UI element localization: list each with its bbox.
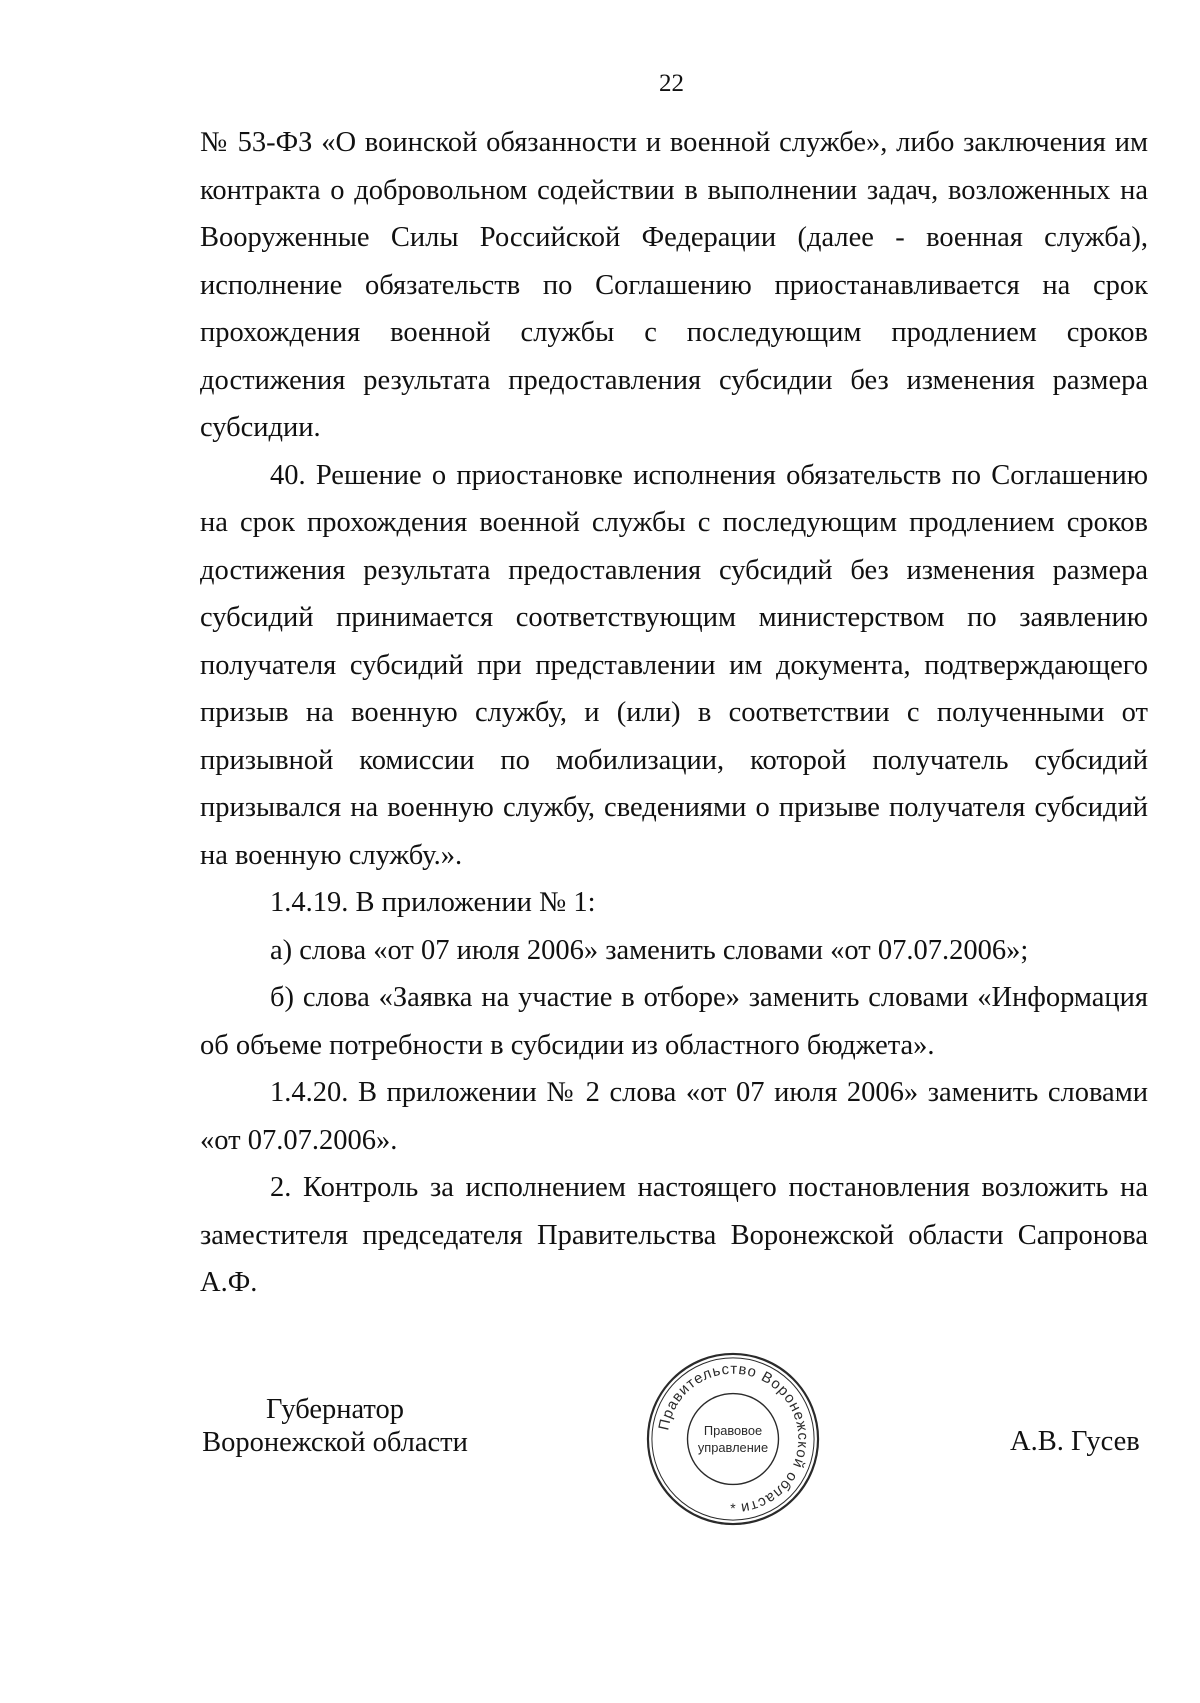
paragraph-item-40: 40. Решение о приостановке исполнения обязательств по Соглашению на срок прохождения военной службы с последующим продлением сроков достижения результата предоставления субсидий без изменения размера субсидий принимается соответствующим министерством по заявлению получателя субсидий при представлении им документа, подтверждающего призыв на военную службу, и (или) в соответствии с полученными от призывной комиссии по мобилизации, которой получатель субсидий призывался на военную службу, сведениями о призыве получателя субсидий на военную службу.». (200, 459, 1148, 871)
paragraph-subitem-b: б) слова «Заявка на участие в отборе» заменить словами «Информация об объеме потребности в субсидии из областного бюджета». (200, 982, 1148, 1061)
signatory-title-line2: Воронежской области (202, 1427, 468, 1458)
signatory-name: А.В. Гусев (1010, 1426, 1140, 1457)
document-body (200, 119, 1148, 1307)
official-stamp (644, 1350, 822, 1528)
stamp-star: * (730, 1500, 736, 1517)
paragraph-item-2: 2. Контроль за исполнением настоящего постановления возложить на заместителя председателя Правительства Воронежской области Сапронова А.Ф. (200, 1172, 1148, 1298)
paragraph-item-1-4-19: 1.4.19. В приложении № 1: (270, 887, 596, 918)
paragraph-item-1-4-20: 1.4.20. В приложении № 2 слова «от 07 июля 2006» заменить словами «от 07.07.2006». (200, 1077, 1148, 1156)
signatory-title-line1: Губернатор (265, 1394, 405, 1425)
signatory-title (195, 1393, 475, 1459)
paragraph-subitem-a: а) слова «от 07 июля 2006» заменить словами «от 07.07.2006»; (270, 934, 1029, 966)
stamp-inner-line2: управление (697, 1439, 769, 1455)
page-number: 22 (659, 70, 684, 97)
paragraph-continuation: № 53-ФЗ «О воинской обязанности и военной службе», либо заключения им контракта о добровольном содействии в выполнении задач, возложенных на Вооруженные Силы Российской Федерации (далее - военная служба), исполнение обязательств по Соглашению приостанавливается на срок прохождения военной службы с последующим продлением сроков достижения результата предоставления субсидии без изменения размера субсидии. (200, 127, 1148, 443)
stamp-outer-text: Правительство Воронежской области (656, 1361, 811, 1516)
stamp-inner-line1: Правовое (703, 1423, 763, 1439)
